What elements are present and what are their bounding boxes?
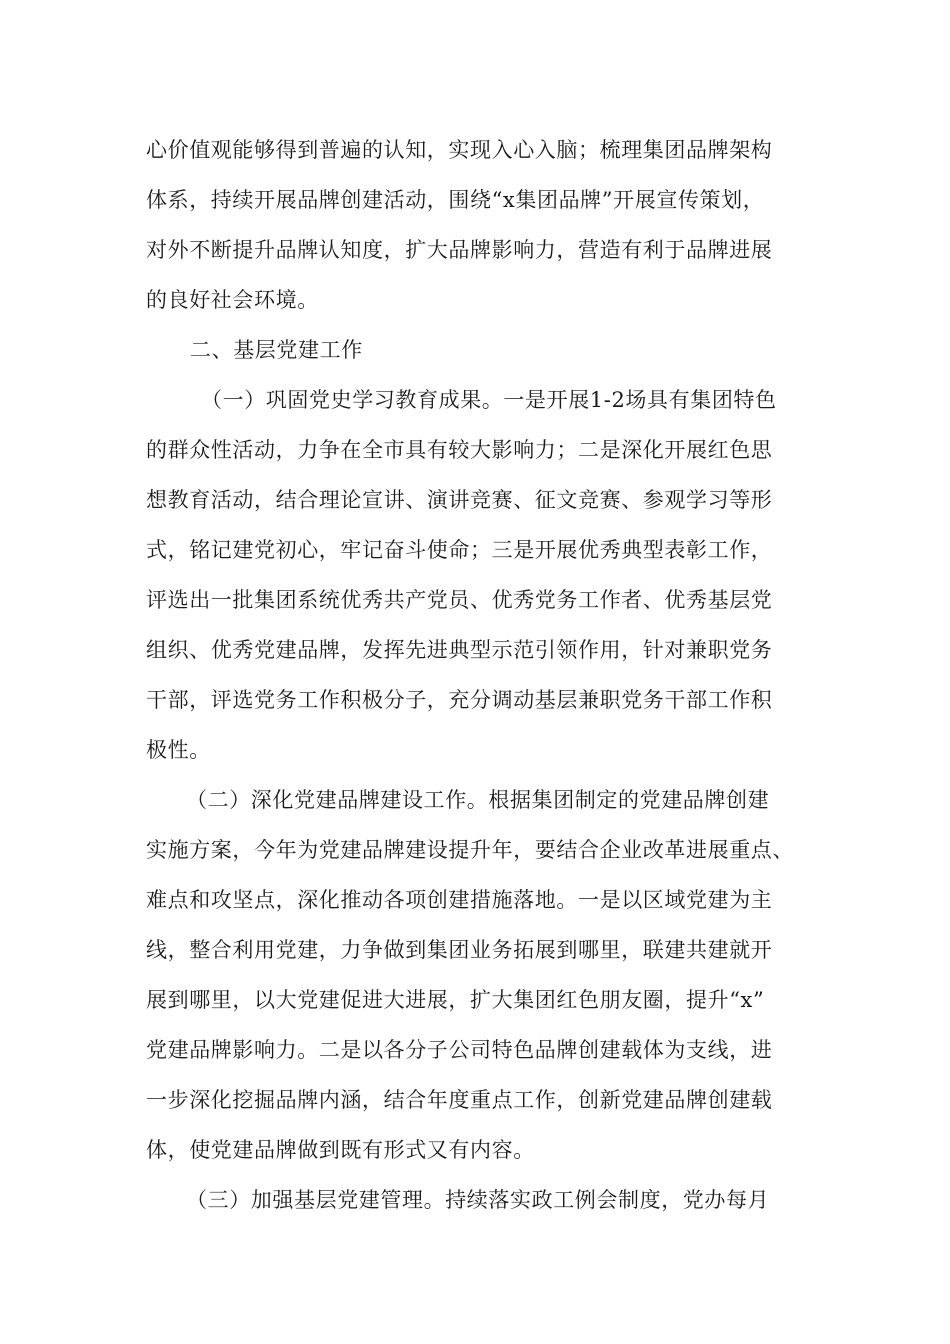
paragraph-line: 的良好社会环境。 xyxy=(146,288,319,312)
paragraph-line: 实施方案，今年为党建品牌建设提升年，要结合企业改革进展重点、 xyxy=(146,838,794,862)
paragraph-line: 想教育活动，结合理论宣讲、演讲竞赛、征文竞赛、参观学习等形 xyxy=(146,488,773,512)
paragraph-line: 难点和攻坚点，深化推动各项创建措施落地。一是以区域党建为主 xyxy=(146,888,773,912)
paragraph-line: 对外不断提升品牌认知度，扩大品牌影响力，营造有利于品牌进展 xyxy=(146,238,773,262)
paragraph-line: 一步深化挖掘品牌内涵，结合年度重点工作，创新党建品牌创建载 xyxy=(146,1088,773,1112)
paragraph-line: 的群众性活动，力争在全市具有较大影响力；二是深化开展红色思 xyxy=(146,438,773,462)
paragraph-line: 式，铭记建党初心，牢记奋斗使命；三是开展优秀典型表彰工作， xyxy=(146,538,773,562)
paragraph-line: （三）加强基层党建管理。持续落实政工例会制度，党办每月 xyxy=(186,1188,770,1212)
paragraph-line: 线，整合利用党建，力争做到集团业务拓展到哪里，联建共建就开 xyxy=(146,938,773,962)
paragraph-line: 心价值观能够得到普遍的认知，实现入心入脑；梳理集团品牌架构 xyxy=(146,138,773,162)
paragraph-line: 极性。 xyxy=(146,738,211,762)
paragraph-line: 组织、优秀党建品牌，发挥先进典型示范引领作用，针对兼职党务 xyxy=(146,638,773,662)
paragraph-line: 干部，评选党务工作积极分子，充分调动基层兼职党务干部工作积 xyxy=(146,688,773,712)
paragraph-line: 评选出一批集团系统优秀共产党员、优秀党务工作者、优秀基层党 xyxy=(146,588,773,612)
paragraph-line: （一）巩固党史学习教育成果。一是开展1-2场具有集团特色 xyxy=(201,388,777,412)
section-heading: 二、基层党建工作 xyxy=(190,338,363,362)
paragraph-line: 体系，持续开展品牌创建活动，围绕“x集团品牌”开展宣传策划， xyxy=(146,188,765,212)
paragraph-line: 展到哪里，以大党建促进大进展，扩大集团红色朋友圈，提升“x” xyxy=(146,988,765,1012)
paragraph-line: 体，使党建品牌做到既有形式又有内容。 xyxy=(146,1138,535,1162)
paragraph-line: 党建品牌影响力。二是以各分子公司特色品牌创建载体为支线，进 xyxy=(146,1038,773,1062)
paragraph-line: （二）深化党建品牌建设工作。根据集团制定的党建品牌创建 xyxy=(186,788,770,812)
